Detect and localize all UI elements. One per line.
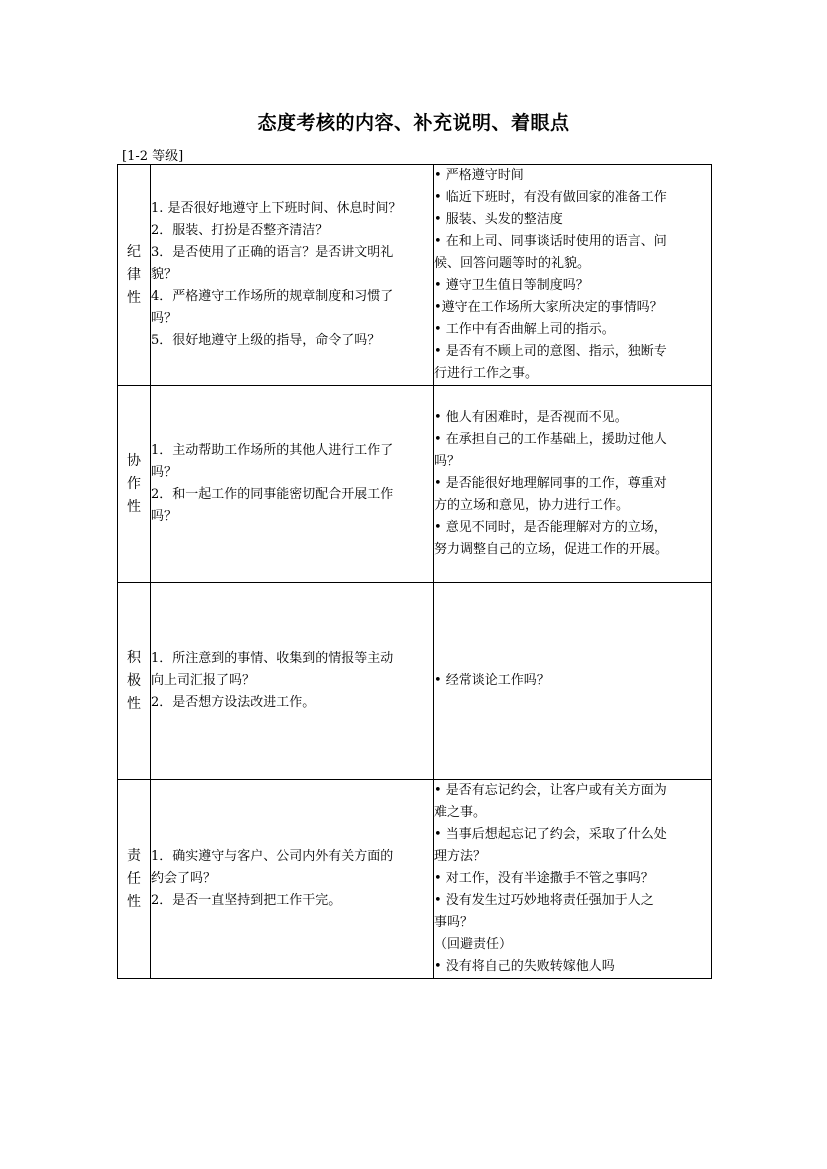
note-line: 事吗？ xyxy=(434,915,474,930)
item-line: 约会了吗？ xyxy=(151,871,217,886)
category-char: 性 xyxy=(127,893,141,910)
notes-cell xyxy=(434,583,712,780)
item-line: 2．是否一直坚持到把工作干完。 xyxy=(151,893,342,908)
category-cell xyxy=(118,165,151,386)
note-line: • 临近下班时，有没有做回家的准备工作 xyxy=(434,190,667,205)
item-line: 1．主动帮助工作场所的其他人进行工作了 xyxy=(151,443,394,458)
note-line: • 服装、头发的整洁度 xyxy=(434,212,563,227)
category-cell xyxy=(118,583,151,780)
items-cell xyxy=(151,165,434,386)
notes-cell xyxy=(434,165,712,386)
table-row-initiative xyxy=(118,583,712,780)
note-line: • 遵守卫生值日等制度吗？ xyxy=(434,278,589,293)
note-line: • 没有发生过巧妙地将责任强加于人之 xyxy=(434,893,654,908)
note-line: • 严格遵守时间 xyxy=(434,168,524,183)
note-line: • 在和上司、同事谈话时使用的语言、问 xyxy=(434,234,667,249)
note-line: • 工作中有否曲解上司的指示。 xyxy=(434,322,615,337)
item-line: 1. 是否很好地遵守上下班时间、休息时间？ xyxy=(151,201,402,216)
items-cell xyxy=(151,583,434,780)
item-line: 2．是否想方设法改进工作。 xyxy=(151,695,316,710)
note-line: •遵守在工作场所大家所决定的事情吗？ xyxy=(434,300,663,315)
note-line: 难之事。 xyxy=(434,805,487,820)
category-char: 任 xyxy=(127,870,141,887)
note-line: 行进行工作之事。 xyxy=(434,366,539,381)
note-line: • 是否有忘记约会，让客户或有关方面为 xyxy=(434,783,667,798)
item-line: 2．服装、打扮是否整齐清洁？ xyxy=(151,223,329,238)
item-line: 2．和一起工作的同事能密切配合开展工作 xyxy=(151,487,394,502)
item-line: 向上司汇报了吗？ xyxy=(151,673,256,688)
note-line: • 当事后想起忘记了约会，采取了什么处 xyxy=(434,827,667,842)
note-line: 努力调整自己的立场，促进工作的开展。 xyxy=(434,542,669,557)
items-cell xyxy=(151,386,434,583)
category-char: 积 xyxy=(127,649,141,666)
note-line: • 在承担自己的工作基础上，援助过他人 xyxy=(434,432,667,447)
note-line: • 对工作，没有半途撒手不管之事吗？ xyxy=(434,871,654,886)
category-cell xyxy=(118,780,151,979)
note-line: • 是否有不顾上司的意图、指示，独断专 xyxy=(434,344,667,359)
category-cell xyxy=(118,386,151,583)
table-row-responsibility xyxy=(118,780,712,979)
note-line: • 他人有困难时，是否视而不见。 xyxy=(434,410,628,425)
category-char: 协 xyxy=(127,452,141,469)
notes-cell xyxy=(434,780,712,979)
note-line: 方的立场和意见，协力进行工作。 xyxy=(434,498,630,513)
note-line: 候、回答问题等时的礼貌。 xyxy=(434,256,591,271)
category-char: 极 xyxy=(127,672,141,689)
note-line: • 经常谈论工作吗？ xyxy=(434,673,550,688)
note-line: 吗？ xyxy=(434,454,461,469)
category-char: 性 xyxy=(127,695,141,712)
category-char: 性 xyxy=(127,498,141,515)
items-cell xyxy=(151,780,434,979)
item-line: 吗？ xyxy=(151,311,178,326)
note-line: • 是否能很好地理解同事的工作，尊重对 xyxy=(434,476,667,491)
item-line: 4．严格遵守工作场所的规章制度和习惯了 xyxy=(151,289,394,304)
assessment-table xyxy=(117,164,712,979)
category-char: 律 xyxy=(127,266,141,283)
table-row-discipline xyxy=(118,165,712,386)
notes-cell xyxy=(434,386,712,583)
item-line: 吗？ xyxy=(151,509,178,524)
category-char: 纪 xyxy=(127,243,141,260)
note-line: （回避责任） xyxy=(434,937,513,952)
category-char: 作 xyxy=(127,475,141,492)
note-line: • 意见不同时，是否能理解对方的立场， xyxy=(434,520,667,535)
grade-label: [1-2 等级] xyxy=(122,149,184,164)
category-char: 责 xyxy=(127,847,141,864)
note-line: 理方法？ xyxy=(434,849,487,864)
item-line: 吗？ xyxy=(151,465,178,480)
item-line: 1．所注意到的事情、收集到的情报等主动 xyxy=(151,651,394,666)
document-title: 态度考核的内容、补充说明、着眼点 xyxy=(257,112,570,134)
item-line: 1．确实遵守与客户、公司内外有关方面的 xyxy=(151,849,394,864)
note-line: • 没有将自己的失败转嫁他人吗 xyxy=(434,959,615,974)
category-char: 性 xyxy=(127,289,141,306)
item-line: 5．很好地遵守上级的指导，命令了吗？ xyxy=(151,333,381,348)
table-row-cooperation xyxy=(118,386,712,583)
item-line: 貌？ xyxy=(151,267,178,282)
item-line: 3．是否使用了正确的语言？是否讲文明礼 xyxy=(151,245,394,260)
